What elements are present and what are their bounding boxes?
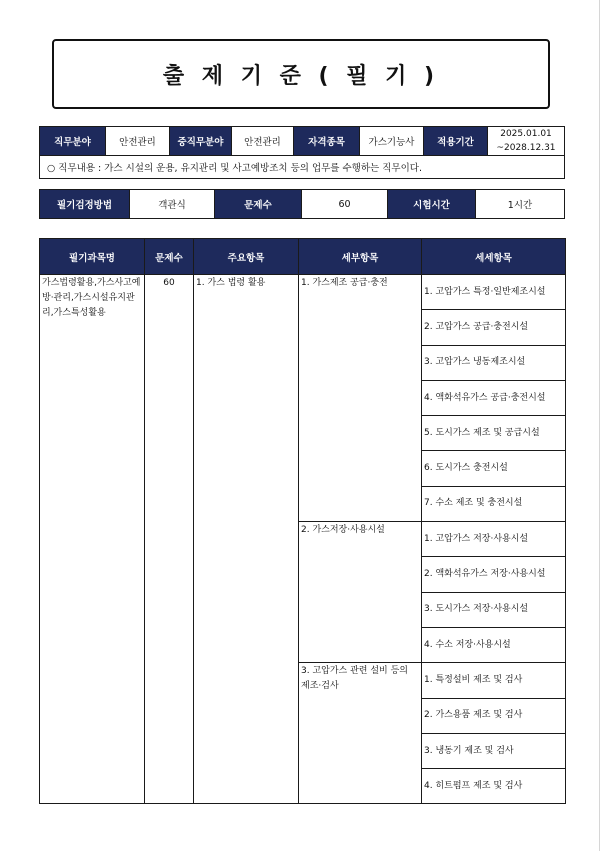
sub-field-label: 중직무분야 [170,127,232,156]
sub-detail-item: 1. 고압가스 저장·사용시설 [422,522,566,557]
sub-detail-item: 2. 고압가스 공급·충전시설 [422,310,566,345]
sub-detail-item: 2. 액화석유가스 저장·사용시설 [422,557,566,592]
sub-detail-item: 3. 도시가스 저장·사용시설 [422,592,566,627]
method-label: 필기검정방법 [40,190,130,219]
sub-detail-item: 4. 액화석유가스 공급·충전시설 [422,380,566,415]
sub-detail-item: 3. 냉동기 제조 및 검사 [422,733,566,768]
sub-detail-item: 3. 고압가스 냉동제조시설 [422,345,566,380]
header-count: 문제수 [145,239,194,275]
sub-detail-item: 6. 도시가스 충전시설 [422,451,566,486]
header-detail: 세부항목 [299,239,422,275]
sub-detail-item: 1. 고압가스 특정·일반제조시설 [422,275,566,310]
job-field-value: 안전관리 [106,127,170,156]
job-field-label: 직무분야 [40,127,106,156]
period-start: 2025.01.01 [500,129,552,139]
subject-cell: 가스법령활용,가스사고예방·관리,가스시설유지관리,가스특성활용 [40,275,145,804]
sub-detail-item: 4. 수소 저장·사용시설 [422,627,566,662]
header-major: 주요항목 [194,239,299,275]
sub-detail-item: 5. 도시가스 제조 및 공급시설 [422,416,566,451]
duty-description: ○ 직무내용 : 가스 시설의 운용, 유지관리 및 사고예방조치 등의 업무를 수행하는 직무이다. [40,156,565,179]
detail-item-cell: 1. 가스제조 공급·충전 [299,275,422,522]
sub-detail-item: 7. 수소 제조 및 충전시설 [422,486,566,521]
sub-detail-item: 4. 히트펌프 제조 및 검사 [422,769,566,804]
header-subject: 필기과목명 [40,239,145,275]
detail-item-cell: 3. 고압가스 관련 설비 등의 제조·검사 [299,663,422,804]
method-value: 객관식 [130,190,215,219]
count-value: 60 [302,190,388,219]
count-cell: 60 [145,275,194,804]
period-value [488,127,565,156]
header-sub-detail: 세세항목 [422,239,566,275]
sub-field-value: 안전관리 [232,127,294,156]
sub-detail-item: 1. 특정설비 제조 및 검사 [422,663,566,698]
page-title: 출 제 기 준 ( 필 기 ) [162,63,440,89]
period-label: 적용기간 [424,127,488,156]
detail-item-cell: 2. 가스저장·사용시설 [299,522,422,663]
exam-criteria-table [39,238,566,804]
qualification-label: 자격종목 [294,127,360,156]
method-table [39,189,565,219]
period-end: ~2028.12.31 [496,143,556,153]
sub-detail-item: 2. 가스용품 제조 및 검사 [422,698,566,733]
info-table [39,126,565,179]
time-value: 1시간 [476,190,565,219]
qualification-value: 가스기능사 [360,127,424,156]
major-item-cell: 1. 가스 법령 활용 [194,275,299,804]
count-label: 문제수 [215,190,302,219]
time-label: 시험시간 [388,190,476,219]
title-box [52,39,550,109]
